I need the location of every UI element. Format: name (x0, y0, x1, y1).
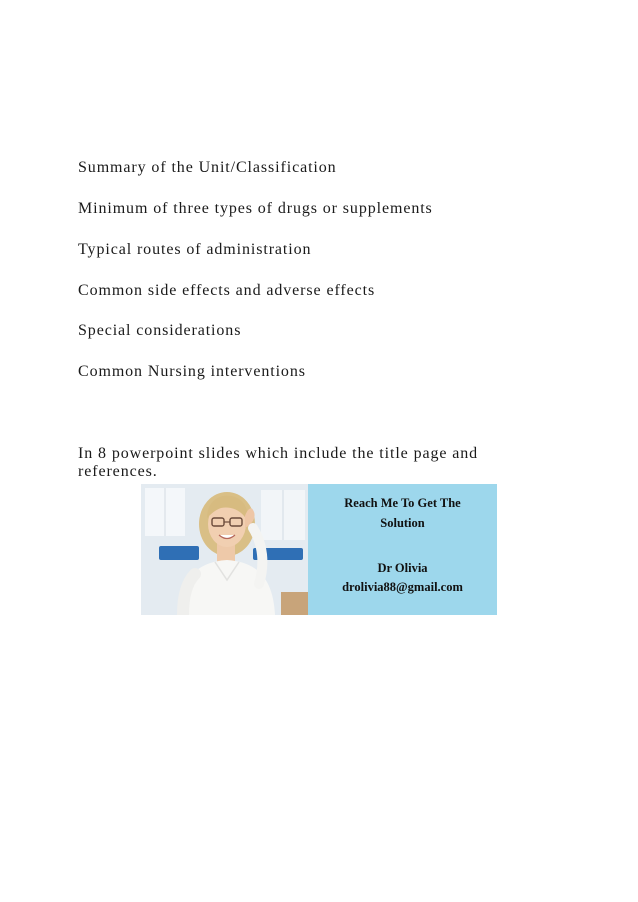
item-considerations: Special considerations (78, 322, 242, 339)
instructions-paragraph: In 8 powerpoint slides which include the title page and references. (78, 445, 479, 480)
item-interventions: Common Nursing interventions (78, 363, 306, 380)
contact-info-panel (308, 484, 497, 615)
item-summary: Summary of the Unit/Classification (78, 159, 337, 176)
contact-banner (141, 484, 497, 615)
woman-photo (141, 484, 308, 615)
item-drug-types: Minimum of three types of drugs or supplements (78, 200, 433, 217)
item-routes: Typical routes of administration (78, 241, 312, 258)
banner-headline-1: Reach Me To Get The (344, 496, 461, 510)
item-side-effects: Common side effects and adverse effects (78, 282, 376, 299)
banner-email: drolivia88@gmail.com (342, 580, 463, 594)
woman-illustration (141, 484, 308, 615)
banner-headline-2: Solution (380, 516, 425, 530)
banner-name: Dr Olivia (377, 561, 428, 575)
